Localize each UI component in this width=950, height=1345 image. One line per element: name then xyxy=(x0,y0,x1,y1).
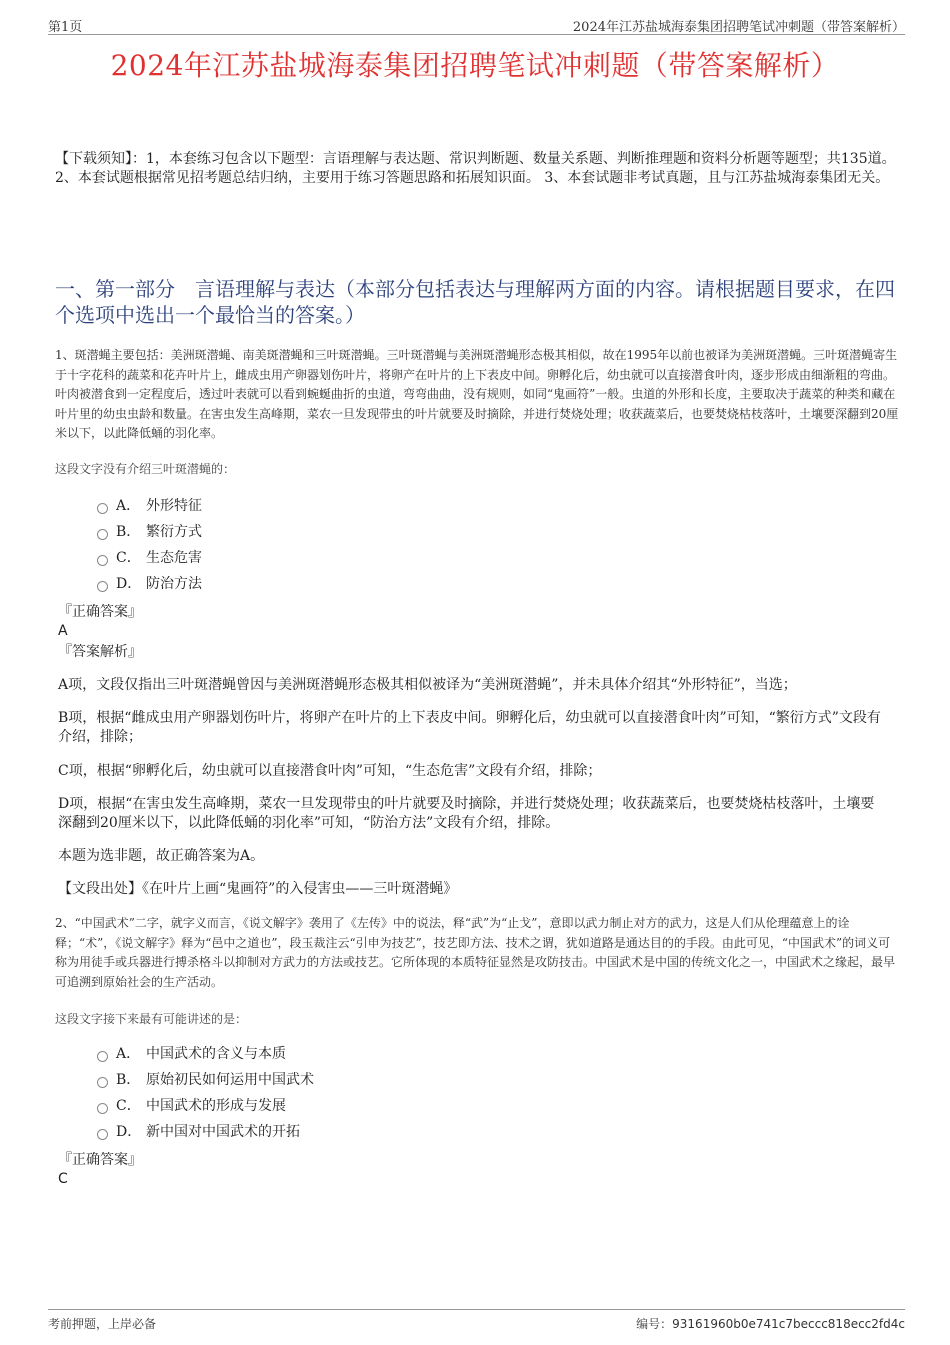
option-text: 中国武术的含义与本质 xyxy=(146,1046,286,1062)
question-1-analysis-label: 『答案解析』 xyxy=(58,644,142,660)
option-text: 新中国对中国武术的开拓 xyxy=(146,1124,300,1140)
analysis-item-d: D项，根据“在害虫发生高峰期，菜农一旦发现带虫的叶片就要及时摘除，并进行焚烧处理；收获蔬菜后，也要焚烧枯枝落叶，土壤要深翻到20厘米以下，以此降低蛹的羽化率”可知，“防治方法”文段有介绍，排除。 xyxy=(58,796,875,831)
option-text: 外形特征 xyxy=(146,498,202,514)
question-1-option-c[interactable] xyxy=(97,548,202,568)
option-letter: A． xyxy=(116,1046,141,1062)
footer-slogan: 考前押题，上岸必备 xyxy=(48,1317,157,1331)
page-footer xyxy=(48,1309,905,1332)
option-text: 原始初民如何运用中国武术 xyxy=(146,1072,314,1088)
question-2-passage: 2、“中国武术”二字，就字义而言，《说文解字》袭用了《左传》中的说法，释“武”为“止戈”，意即以武力制止对方的武力，这是人们从伦理蕴意上的诠释；“术”，《说文解字》释为“邑中之道也”，段玉裁注云“引申为技艺”，技艺即方法、技术之谓，犹如道路是通达目的的手段。由此可见，“中国武术”的词义可称为用徒手或兵器进行搏杀格斗以抑制对方武力的方法或技艺。它所体现的本质特征显然是攻防技击。中国武术是中国的传统文化之一，中国武术之缘起，最早可追溯到原始社会的生产活动。 xyxy=(55,916,896,989)
option-letter: B． xyxy=(116,524,141,540)
option-letter: A． xyxy=(116,498,141,514)
document-title: 2024年江苏盐城海泰集团招聘笔试冲刺题（带答案解析） xyxy=(110,49,840,82)
question-2-option-b[interactable] xyxy=(97,1070,314,1090)
question-2-stem: 这段文字接下来最有可能讲述的是： xyxy=(55,1012,248,1026)
radio-icon[interactable] xyxy=(97,503,108,514)
analysis-conclusion: 本题为选非题，故正确答案为A。 xyxy=(58,848,265,864)
question-2-option-a[interactable] xyxy=(97,1044,286,1064)
radio-icon[interactable] xyxy=(97,581,108,592)
question-2-option-c[interactable] xyxy=(97,1096,286,1116)
question-1-answer-label: 『正确答案』 xyxy=(58,604,142,620)
page-header xyxy=(48,14,905,35)
radio-icon[interactable] xyxy=(97,555,108,566)
header-doc-title: 2024年江苏盐城海泰集团招聘笔试冲刺题（带答案解析） xyxy=(572,20,905,35)
radio-icon[interactable] xyxy=(97,1129,108,1140)
option-letter: D． xyxy=(116,576,142,592)
analysis-item-c: C项，根据“卵孵化后，幼虫就可以直接潜食叶肉”可知，“生态危害”文段有介绍，排除； xyxy=(58,763,602,779)
question-1-stem: 这段文字没有介绍三叶斑潜蝇的： xyxy=(55,462,236,476)
option-text: 繁衍方式 xyxy=(146,524,202,540)
radio-icon[interactable] xyxy=(97,1077,108,1088)
analysis-item-a: A项，文段仅指出三叶斑潜蝇曾因与美洲斑潜蝇形态极其相似被译为“美洲斑潜蝇”，并未具体介绍其“外形特征”，当选； xyxy=(58,677,797,693)
option-text: 中国武术的形成与发展 xyxy=(146,1098,286,1114)
option-text: 防治方法 xyxy=(146,576,202,592)
analysis-item-b: B项，根据“雌成虫用产卵器划伤叶片，将卵产在叶片的上下表皮中间。卵孵化后，幼虫就可以直接潜食叶肉”可知，“繁衍方式”文段有介绍，排除； xyxy=(58,710,881,745)
radio-icon[interactable] xyxy=(97,529,108,540)
radio-icon[interactable] xyxy=(97,1103,108,1114)
analysis-source: 【文段出处】《在叶片上画“鬼画符”的入侵害虫——三叶斑潜蝇》 xyxy=(58,881,458,897)
download-notice: 【下载须知】：1，本套练习包含以下题型：言语理解与表达题、常识判断题、数量关系题、判断推理题和资料分析题等题型；共135道。 2、本套试题根据常见招考题总结归纳，主要用于练习答题思路和拓展知识面。 3、本套试题非考试真题，且与江苏盐城海泰集团无关。 xyxy=(55,151,896,186)
question-1-option-b[interactable] xyxy=(97,522,202,542)
page-number: 第1页 xyxy=(48,20,83,35)
question-1-option-d[interactable] xyxy=(97,574,202,594)
question-1-option-a[interactable] xyxy=(97,496,202,516)
question-2-answer: C xyxy=(58,1171,68,1187)
option-letter: C． xyxy=(116,550,141,566)
footer-code xyxy=(636,1315,905,1332)
option-letter: C． xyxy=(116,1098,141,1114)
question-2-option-d[interactable] xyxy=(97,1122,300,1142)
option-letter: D． xyxy=(116,1124,142,1140)
radio-icon[interactable] xyxy=(97,1051,108,1062)
option-text: 生态危害 xyxy=(146,550,202,566)
question-2-answer-label: 『正确答案』 xyxy=(58,1152,142,1168)
question-1-answer: A xyxy=(58,623,68,639)
question-1-passage: 1、斑潜蝇主要包括：美洲斑潜蝇、南美斑潜蝇和三叶斑潜蝇。三叶斑潜蝇与美洲斑潜蝇形态极其相似，故在1995年以前也被译为美洲斑潜蝇。三叶斑潜蝇寄生于十字花科的蔬菜和花卉叶片上，雌成虫用产卵器划伤叶片，将卵产在叶片的上下表皮中间。卵孵化后，幼虫就可以直接潜食叶肉，逐步形成由细渐粗的弯曲。叶肉被潜食到一定程度后，透过叶表就可以看到蜿蜒曲折的虫道，弯弯曲曲，没有规则，如同“鬼画符”一般。虫道的外形和长度，主要取决于蔬菜的种类和藏在叶片里的幼虫虫龄和数量。在害虫发生高峰期，菜农一旦发现带虫的叶片就要及时摘除，并进行焚烧处理；收获蔬菜后，也要焚烧枯枝落叶，土壤要深翻到20厘米以下，以此降低蛹的羽化率。 xyxy=(55,348,899,440)
option-letter: B． xyxy=(116,1072,141,1088)
footer-code-value: 93161960b0e741c7beccc818ecc2fd4c xyxy=(672,1317,905,1331)
footer-code-label: 编号： xyxy=(636,1317,673,1331)
section-heading: 一、第一部分 言语理解与表达（本部分包括表达与理解两方面的内容。请根据题目要求，在四个选项中选出一个最恰当的答案。） xyxy=(55,277,895,327)
